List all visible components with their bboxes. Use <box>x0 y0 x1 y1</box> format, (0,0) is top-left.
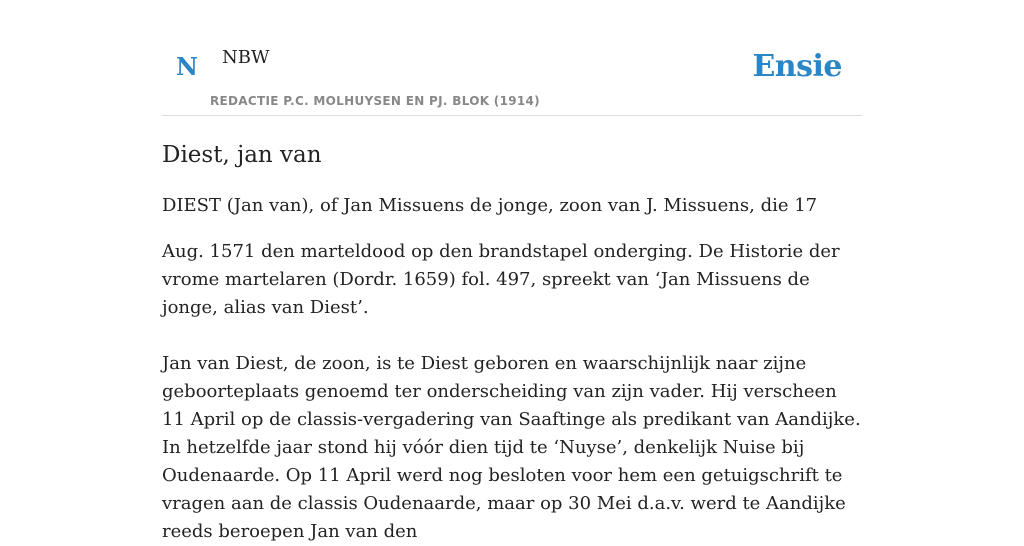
source-logo[interactable]: N <box>176 52 198 81</box>
site-header <box>162 0 862 116</box>
article <box>162 142 862 546</box>
brand-logo-link[interactable]: Ensie <box>752 49 842 84</box>
article-paragraph: Jan van Diest, de zoon, is te Diest geboren en waarschijnlijk naar zijne geboorteplaats genoemd ter onderscheiding van zijn vader. Hij verscheen 11 April op de classis-vergadering van Saaftinge als predikant van Aandijke. In hetzelfde jaar stond hij vóór dien tijd te ‘Nuyse’, denkelijk Nuise bij Oudenaarde. Op 11 April werd nog besloten voor hem een getuigschrift te vragen aan de classis Oudenaarde, maar op 30 Mei d.a.v. werd te Aandijke reeds beroepen Jan van den <box>162 352 861 542</box>
source-editors: REDACTIE P.C. MOLHUYSEN EN PJ. BLOK (1914) <box>210 94 540 108</box>
article-title: Diest, jan van <box>162 142 322 168</box>
article-paragraph: Aug. 1571 den marteldood op den brandstapel onderging. De Historie der vrome martelaren (Dordr. 1659) fol. 497, spreekt van ‘Jan Missuens de jonge, alias van Diest’. <box>162 240 840 318</box>
article-lead: DIEST (Jan van), of Jan Missuens de jonge, zoon van J. Missuens, die 17 <box>162 194 818 216</box>
page <box>162 0 862 546</box>
source-abbreviation[interactable]: NBW <box>222 47 270 68</box>
